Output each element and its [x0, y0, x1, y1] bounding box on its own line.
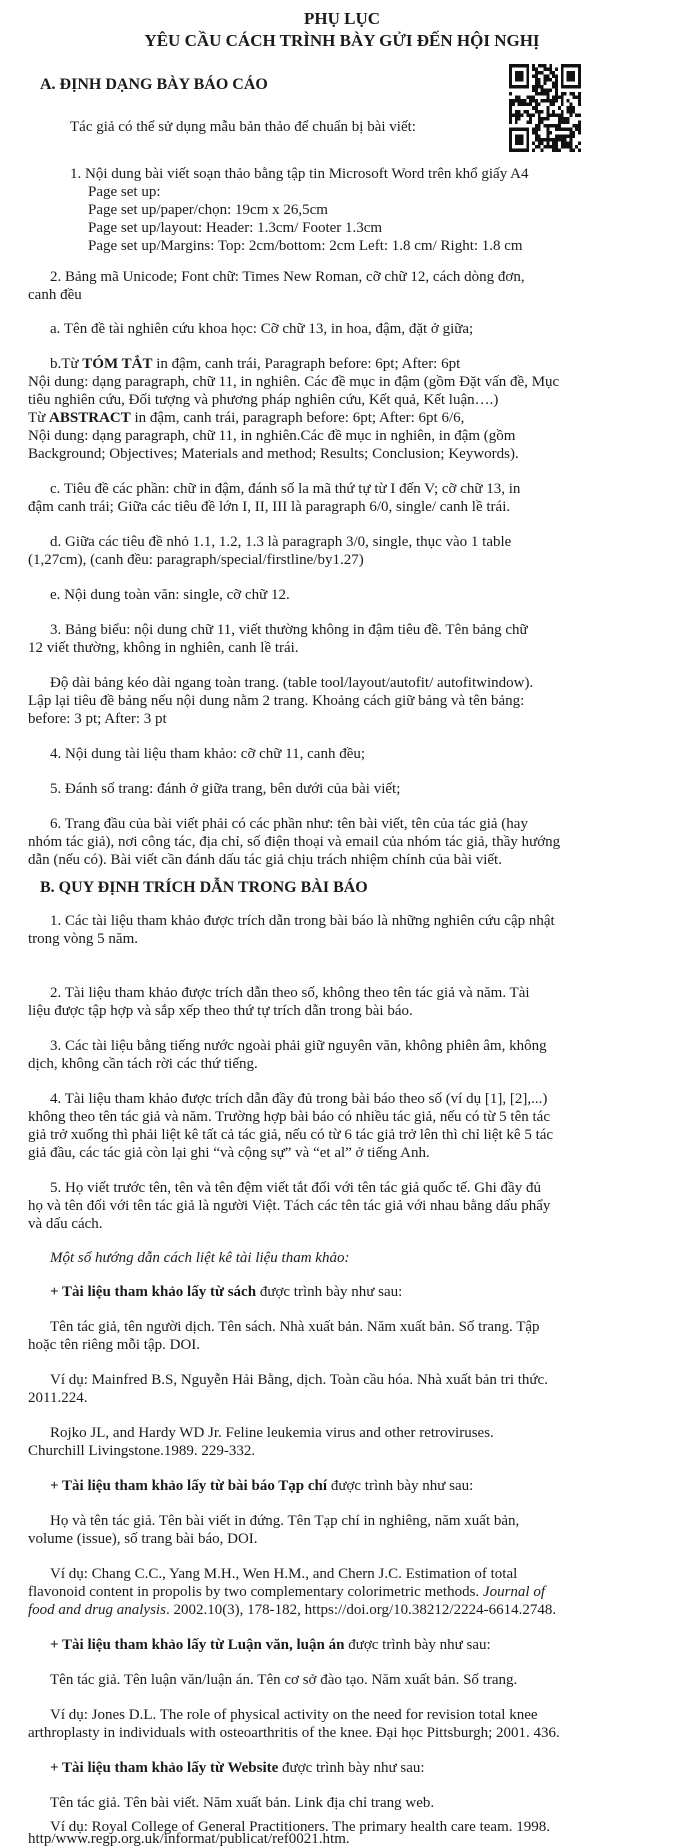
- item-b-line2: Nội dung: dạng paragraph, chữ 11, in nghiên. Các đề mục in đậm (gồm Đặt vấn đề, Mục: [28, 374, 560, 390]
- journal-format-line1: Họ và tên tác giả. Tên bài viết in đứng. Tên Tạp chí in nghiêng, năm xuất bản,: [50, 1513, 520, 1529]
- item1-line5: Page set up/Margins: Top: 2cm/bottom: 2cm Left: 1.8 cm/ Right: 1.8 cm: [88, 238, 523, 254]
- item1-line2: Page set up:: [88, 184, 161, 200]
- b-p2-line2: liệu được tập hợp và sắp xếp theo thứ tự trích dẫn trong bài báo.: [28, 1003, 413, 1019]
- book-format-line2: hoặc tên riêng mỗi tập. DOI.: [28, 1337, 201, 1353]
- journal-heading: + Tài liệu tham khảo lấy từ bài báo Tạp chí được trình bày như sau:: [50, 1478, 474, 1494]
- journal-example-line3: food and drug analysis. 2002.10(3), 178-182, https://doi.org/10.38212/2224-6614.2748.: [28, 1602, 557, 1618]
- qr-code: [509, 64, 581, 152]
- citation-guide-heading: Một số hướng dẫn cách liệt kê tài liệu tham khảo:: [50, 1250, 350, 1266]
- website-format: Tên tác giả. Tên bài viết. Năm xuất bản. Link địa chỉ trang web.: [50, 1795, 435, 1811]
- b-p2-line1: 2. Tài liệu tham khảo được trích dẫn theo số, không theo tên tác giả và năm. Tài: [50, 985, 530, 1001]
- book-example2-line2: Churchill Livingstone.1989. 229-332.: [28, 1443, 256, 1459]
- item1-line1: 1. Nội dung bài viết soạn thảo bằng tập tin Microsoft Word trên khổ giấy A4: [70, 166, 529, 182]
- item6-line3: dẫn (nếu có). Bài viết cần đánh dấu tác giả chịu trách nhiệm chính của bài viết.: [28, 852, 502, 868]
- b-p1-line2: trong vòng 5 năm.: [28, 931, 138, 947]
- journal-format-line2: volume (issue), số trang bài báo, DOI.: [28, 1531, 258, 1547]
- website-heading: + Tài liệu tham khảo lấy từ Website được trình bày như sau:: [50, 1760, 425, 1776]
- book-heading: + Tài liệu tham khảo lấy từ sách được trình bày như sau:: [50, 1284, 403, 1300]
- b-p1-line1: 1. Các tài liệu tham khảo được trích dẫn trong bài báo là những nghiên cứu cập nhật: [50, 913, 555, 929]
- b-p5-line1: 5. Họ viết trước tên, tên và tên đệm viết tắt đối với tên tác giả quốc tế. Ghi đầy đủ: [50, 1180, 541, 1196]
- section-a-intro: Tác giả có thể sử dụng mẫu bản thảo để chuẩn bị bài viết:: [70, 119, 416, 135]
- item-a: a. Tên đề tài nghiên cứu khoa học: Cỡ chữ 13, in hoa, đậm, đặt ở giữa;: [50, 321, 474, 337]
- b-p4-line1: 4. Tài liệu tham khảo được trích dẫn đầy đủ trong bài báo theo số (ví dụ [1], [2],...): [50, 1091, 548, 1107]
- b-p4-line4: giả đầu, các tác giả còn lại ghi “và cộng sự” và “et al” ở tiếng Anh.: [28, 1145, 430, 1161]
- book-example1-line2: 2011.224.: [28, 1390, 88, 1406]
- item3b-line1: Độ dài bảng kéo dài ngang toàn trang. (table tool/layout/autofit/ autofitwindow).: [50, 675, 534, 691]
- thesis-format: Tên tác giả. Tên luận văn/luận án. Tên cơ sở đào tạo. Năm xuất bản. Số trang.: [50, 1672, 518, 1688]
- item-d-line2: (1,27cm), (canh đều: paragraph/special/firstline/by1.27): [28, 552, 364, 568]
- item2-line1: 2. Bảng mã Unicode; Font chữ: Times New Roman, cỡ chữ 12, cách dòng đơn,: [50, 269, 525, 285]
- item6-line2: nhóm tác giả), nơi công tác, địa chỉ, số điện thoại và email của nhóm tác giả, thầy hướng: [28, 834, 561, 850]
- website-example-line1: Ví dụ: Royal College of General Practitioners. The primary health care team. 1998.: [50, 1819, 550, 1835]
- item3b-line3: before: 3 pt; After: 3 pt: [28, 711, 167, 727]
- item-d-line1: d. Giữa các tiêu đề nhỏ 1.1, 1.2, 1.3 là paragraph 3/0, single, thục vào 1 table: [50, 534, 512, 550]
- website-example-line2: http/www.regp.org.uk/informat/publicat/ref0021.htm.: [28, 1831, 350, 1847]
- item-b-line4: Từ ABSTRACT in đậm, canh trái, paragraph before: 6pt; After: 6pt 6/6,: [28, 410, 465, 426]
- thesis-example-line1: Ví dụ: Jones D.L. The role of physical activity on the need for revision total knee: [50, 1707, 538, 1723]
- book-example2-line1: Rojko JL, and Hardy WD Jr. Feline leukemia virus and other retroviruses.: [50, 1425, 494, 1441]
- item-b-line3: tiêu nghiên cứu, Đối tượng và phương pháp nghiên cứu, Kết quả, Kết luận….): [28, 392, 499, 408]
- b-p4-line2: không theo tên tác giả và năm. Trường hợp bài báo có nhiều tác giả, nếu có từ 5 tên tác: [28, 1109, 550, 1125]
- item-b-line1: b.Từ TÓM TẮT in đậm, canh trái, Paragraph before: 6pt; After: 6pt: [50, 356, 461, 372]
- item2-line2: canh đều: [28, 287, 82, 303]
- item-c-line2: đậm canh trái; Giữa các tiêu đề lớn I, II, III là paragraph 6/0, single/ canh lề trái.: [28, 499, 511, 515]
- b-p5-line2: họ và tên đối với tên tác giả là người Việt. Tách các tên tác giả với nhau bằng dấu phẩy: [28, 1198, 551, 1214]
- b-p5-line3: và dấu cách.: [28, 1216, 103, 1232]
- journal-example-line1: Ví dụ: Chang C.C., Yang M.H., Wen H.M., and Chern J.C. Estimation of total: [50, 1566, 518, 1582]
- item3-line1: 3. Bảng biểu: nội dung chữ 11, viết thường không in đậm tiêu đề. Tên bảng chữ: [50, 622, 528, 638]
- item1-line4: Page set up/layout: Header: 1.3cm/ Footer 1.3cm: [88, 220, 383, 236]
- item1-line3: Page set up/paper/chọn: 19cm x 26,5cm: [88, 202, 328, 218]
- item-b-line5: Nội dung: dạng paragraph, chữ 11, in nghiên.Các đề mục in nghiên, in đậm (gồm: [28, 428, 516, 444]
- page-title: PHỤ LỤC: [303, 9, 381, 28]
- item4: 4. Nội dung tài liệu tham khảo: cỡ chữ 11, canh đều;: [50, 746, 366, 762]
- section-b-heading: B. QUY ĐỊNH TRÍCH DẪN TRONG BÀI BÁO: [40, 879, 368, 896]
- item-c-line1: c. Tiêu đề các phần: chữ in đậm, đánh số la mã thứ tự từ I đến V; cỡ chữ 13, in: [50, 481, 521, 497]
- item5: 5. Đánh số trang: đánh ở giữa trang, bên dưới của bài viết;: [50, 781, 401, 797]
- thesis-heading: + Tài liệu tham khảo lấy từ Luận văn, luận án được trình bày như sau:: [50, 1637, 491, 1653]
- page-subtitle: YÊU CẦU CÁCH TRÌNH BÀY GỬI ĐẾN HỘI NGHỊ: [144, 31, 540, 50]
- b-p3-line1: 3. Các tài liệu bằng tiếng nước ngoài phải giữ nguyên văn, không phiên âm, không: [50, 1038, 547, 1054]
- item-b-line6: Background; Objectives; Materials and method; Results; Conclusion; Keywords).: [28, 446, 519, 462]
- section-a-heading: A. ĐỊNH DẠNG BÀY BÁO CÁO: [40, 76, 268, 93]
- item3-line2: 12 viết thường, không in nghiên, canh lề trái.: [28, 640, 299, 656]
- item-e: e. Nội dung toàn văn: single, cỡ chữ 12.: [50, 587, 290, 603]
- b-p3-line2: dịch, không cần tách rời các thứ tiếng.: [28, 1056, 258, 1072]
- book-example1-line1: Ví dụ: Mainfred B.S, Nguyễn Hải Bằng, dịch. Toàn cầu hóa. Nhà xuất bản tri thức.: [50, 1372, 548, 1388]
- item3b-line2: Lập lại tiêu đề bảng nếu nội dung nằm 2 trang. Khoảng cách giữ bảng và tên bảng:: [28, 693, 525, 709]
- journal-example-line2: flavonoid content in propolis by two complementary colorimetric methods. Journal of: [28, 1584, 545, 1600]
- item6-line1: 6. Trang đầu của bài viết phải có các phần như: tên bài viết, tên của tác giả (hay: [50, 816, 528, 832]
- thesis-example-line2: arthroplasty in individuals with osteoarthritis of the knee. Đại học Pittsburgh; 2001. 436.: [28, 1725, 560, 1741]
- b-p4-line3: giả trở xuống thì phải liệt kê tất cả tác giả, nếu có từ 6 tác giả trở lên thì chỉ liệt kê 5 tác: [28, 1127, 554, 1143]
- book-format-line1: Tên tác giả, tên người dịch. Tên sách. Nhà xuất bản. Năm xuất bản. Số trang. Tập: [50, 1319, 540, 1335]
